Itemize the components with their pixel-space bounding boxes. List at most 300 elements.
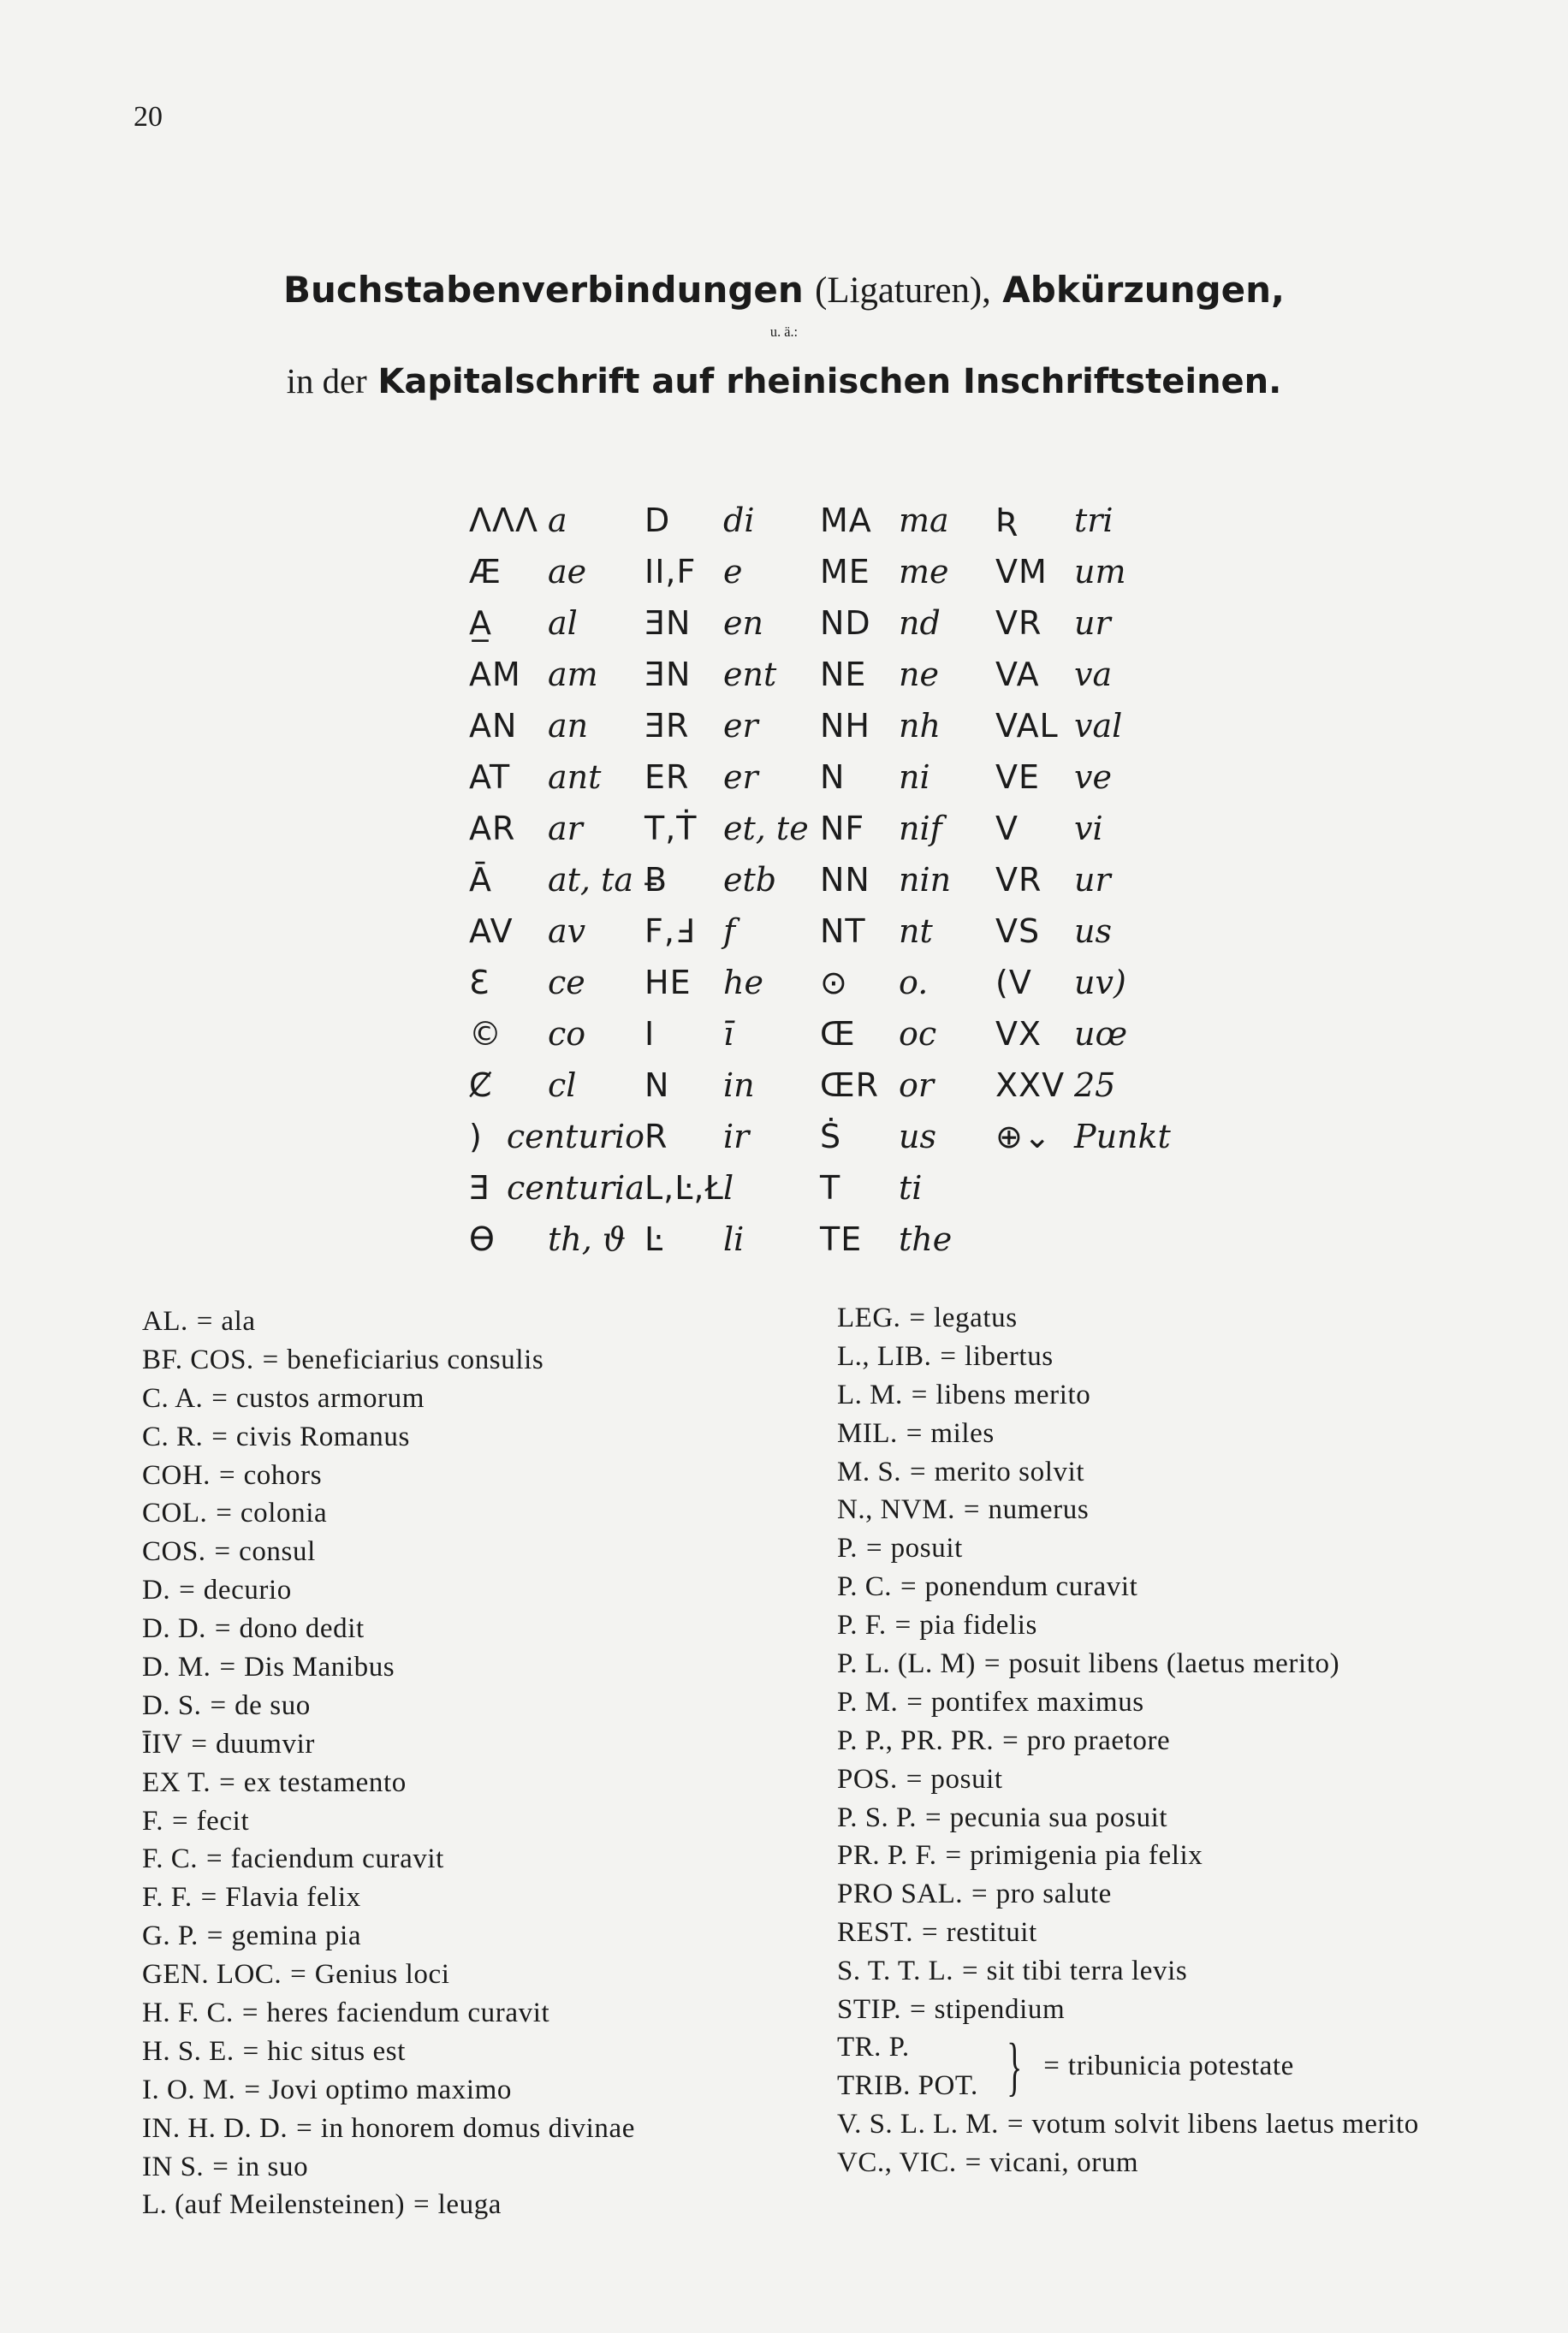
ligature-cell [820,1066,995,1104]
ligature-cell [469,810,644,847]
ligature-cell [995,1118,1171,1155]
abbreviation-term: LEG. [837,1303,901,1333]
ligature-glyph: TE [820,1220,863,1258]
abbreviation-meaning: cohors [243,1459,323,1491]
ligature-glyph: A̲ [469,604,492,642]
ligature-reading: co [548,1015,586,1053]
abbreviation-item [142,1341,827,1380]
title-regular-in-der: in der [286,362,367,401]
equals-sign: = [962,1956,978,1987]
abbreviation-item [837,1952,1556,1991]
abbreviation-meaning: Jovi optimo maximo [269,2074,513,2105]
abbreviation-meaning: ponendum curavit [924,1571,1138,1603]
ligature-glyph: Ā [469,861,492,899]
equals-sign: = [909,1303,926,1333]
ligature-glyph: ΛΛΛ [469,502,538,539]
ligature-reading: in [723,1066,755,1104]
ligature-reading: or [899,1066,935,1104]
equals-sign: = [219,1766,235,1798]
ligature-reading: oc [899,1015,937,1053]
ligature-reading: ur [1074,861,1111,899]
abbreviation-term: P. L. (L. M) [837,1648,976,1680]
ligature-glyph: II,Ϝ [644,553,697,591]
abbreviation-meaning: miles [930,1417,995,1449]
equals-sign: = [900,1571,917,1603]
ligature-cell [644,1118,820,1155]
ligature-glyph: ŒR [820,1066,880,1104]
abbreviation-meaning: beneficiarius consulis [287,1344,544,1375]
abbreviation-item [837,1529,1556,1568]
page-number: 20 [134,101,163,133]
ligature-glyph: Œ [820,1015,856,1053]
equals-sign: = [909,1456,926,1487]
ligature-reading: centuria [507,1169,644,1207]
abbreviation-term: H. S. E. [142,2035,235,2067]
equals-sign: = [210,1689,227,1721]
ligature-cell [469,707,644,745]
ligature-row [469,905,1171,957]
ligature-cell [820,964,995,1001]
abbreviation-meaning: duumvir [215,1728,315,1760]
ligature-cell [820,1118,995,1155]
abbreviation-term: L. M. [837,1379,903,1410]
abbreviation-item [142,1917,827,1956]
title-bold-ligatures: Buchstabenverbindungen [282,269,804,311]
ligature-glyph: ME [820,553,870,591]
ligature-cell [995,758,1171,796]
abbreviation-term: AL. [142,1306,188,1337]
ligature-reading: er [723,707,758,745]
ligature-cell [820,810,995,847]
ligature-glyph: AN [469,707,518,745]
abbreviation-meaning: pro salute [995,1879,1112,1910]
ligature-reading: et, te [723,810,809,847]
title-line-1 [0,269,1568,311]
abbreviation-item [142,1571,827,1610]
abbreviation-term: POS. [837,1763,898,1795]
abbreviation-term: F. [142,1805,163,1837]
abbreviation-meaning: leuga [437,2189,502,2221]
equals-sign: = [200,1882,217,1914]
ligature-reading: al [548,604,578,642]
abbreviation-term: H. F. C. [142,1998,234,2029]
ligature-glyph: VR [995,604,1042,642]
abbreviation-item [837,1645,1556,1683]
ligature-reading: va [1074,656,1113,693]
equals-sign: = [218,1459,235,1491]
ligature-glyph: ND [820,604,871,642]
abbreviation-term: G. P. [142,1920,199,1952]
ligature-cell [820,502,995,539]
abbreviation-term: I. O. M. [142,2074,236,2105]
ligature-reading: nin [899,861,952,899]
ligature-reading: tri [1074,502,1114,539]
abbreviation-meaning: decurio [203,1575,292,1606]
ligature-reading: a [548,502,567,539]
abbreviation-item [837,1491,1556,1529]
ligature-cell [820,707,995,745]
equals-sign: = [191,1728,207,1760]
ligature-reading: ī [723,1015,734,1053]
ligature-glyph: NF [820,810,865,847]
equals-sign: = [940,1340,956,1372]
abbreviation-term: ĪIV [142,1728,183,1760]
ligature-cell [820,553,995,591]
abbreviation-term: D. S. [142,1689,202,1721]
equals-sign: = [865,1533,882,1564]
abbreviation-term: L., LIB. [837,1340,932,1372]
ligature-row [469,700,1171,751]
ligature-glyph: VM [995,553,1048,591]
abbreviation-term: C. A. [142,1382,204,1414]
equals-sign: = [242,2035,259,2067]
ligature-cell [995,707,1171,745]
ligature-glyph: Ȼ [469,1066,493,1104]
abbreviation-meaning: pontifex maximus [930,1686,1144,1718]
equals-sign: = [945,1840,962,1872]
abbreviation-meaning: posuit [890,1533,963,1564]
equals-sign: = [1043,2051,1060,2082]
ligature-reading: us [899,1118,936,1155]
ligature-row [469,1214,1171,1265]
ligature-cell [644,1220,820,1258]
equals-sign: = [196,1306,213,1337]
abbreviation-item [837,1606,1556,1645]
ligature-glyph: AV [469,912,514,950]
ligature-glyph: N [820,758,846,796]
abbreviation-meaning: vicani, orum [989,2146,1139,2178]
abbreviation-meaning: hic situs est [267,2035,407,2067]
abbreviation-term: P. [837,1533,858,1564]
equals-sign: = [214,1536,231,1568]
abbreviation-meaning: dono dedit [239,1613,365,1645]
ligature-reading: ir [723,1118,750,1155]
abbreviation-meaning: libens merito [935,1379,1091,1410]
ligature-cell [644,1066,820,1104]
abbreviation-item [142,1802,827,1841]
ligature-reading: cl [548,1066,577,1104]
abbreviation-item [837,1453,1556,1492]
abbreviation-term: N., NVM. [837,1494,955,1526]
ligature-reading: l [723,1169,734,1207]
ligature-reading: er [723,758,758,796]
abbreviation-item [142,1840,827,1879]
abbreviation-item [837,1568,1556,1606]
abbreviation-term: P. M. [837,1686,899,1718]
equals-sign: = [894,1610,912,1641]
equals-sign: = [241,1998,258,2029]
ligature-glyph: VR [995,861,1042,899]
ligature-reading: uœ [1074,1015,1128,1053]
ligature-row [469,854,1171,905]
abbreviation-term: P. F. [837,1610,887,1641]
ligature-cell [644,861,820,899]
page-title [0,269,1568,402]
title-regular-ligaturen: (Ligaturen), [815,270,991,311]
abbreviation-meaning: numerus [988,1494,1090,1526]
abbreviation-term: D. [142,1575,171,1606]
abbreviation-meaning: primigenia pia felix [970,1840,1203,1872]
abbreviation-term: EX T. [142,1766,211,1798]
ligature-cell [644,1169,820,1207]
abbreviation-item [837,2105,1556,2144]
ligature-cell [644,553,820,591]
abbreviation-meaning: civis Romanus [235,1421,410,1452]
ligature-reading: ar [548,810,583,847]
abbreviation-term: P. S. P. [837,1802,917,1833]
abbreviation-meaning: consul [239,1536,316,1568]
abbreviation-meaning: pro praetore [1026,1725,1171,1756]
equals-sign: = [179,1575,195,1606]
ligature-cell [820,912,995,950]
ligature-cell [644,502,820,539]
abbreviation-term: S. T. T. L. [837,1956,953,1987]
abbreviation-item [142,1879,827,1917]
abbreviation-term: D. M. [142,1652,211,1683]
abbreviation-item [142,1610,827,1648]
ligature-row [469,1008,1171,1060]
ligature-cell [644,810,820,847]
ligature-glyph: Ʀ [995,502,1019,539]
ligature-reading: ne [899,656,939,693]
equals-sign: = [211,1382,228,1414]
ligature-reading: e [723,553,743,591]
abbreviation-item [142,1994,827,2033]
ligature-reading: ant [548,758,602,796]
ligature-glyph: AM [469,656,521,693]
abbreviation-item [142,1764,827,1802]
ligature-glyph: VS [995,912,1041,950]
ligature-cell [995,861,1171,899]
abbreviation-meaning: Flavia felix [225,1882,361,1914]
abbreviation-meaning: pia fidelis [919,1610,1037,1641]
abbreviation-item [837,1683,1556,1722]
equals-sign: = [963,1494,980,1526]
ligature-reading: ma [899,502,949,539]
ligature-cell [469,1220,644,1258]
abbreviation-term: COS. [142,1536,206,1568]
abbreviation-term: IN. H. D. D. [142,2112,288,2144]
abbreviations-after-brace [837,2105,1556,2182]
abbreviation-term: MIL. [837,1417,898,1449]
abbreviation-term: PR. P. F. [837,1840,937,1872]
ligature-cell [644,707,820,745]
abbreviation-meaning: ala [221,1306,256,1337]
ligature-cell [644,604,820,642]
abbreviations-left-column [142,1303,827,2224]
ligature-reading: nif [899,810,942,847]
ligature-cell [644,656,820,693]
abbreviation-item [837,1760,1556,1799]
ligature-cell [469,964,644,1001]
abbreviation-term: V. S. L. L. M. [837,2109,999,2140]
ligature-cell [820,1169,995,1207]
ligature-reading: am [548,656,598,693]
ligature-cell [995,964,1171,1001]
equals-sign: = [296,2112,312,2144]
ligature-reading: uv) [1074,964,1126,1001]
abbreviation-term: STIP. [837,1994,901,2026]
ligature-reading: nh [899,707,941,745]
abbreviation-item [837,1299,1556,1338]
ligature-glyph: T [820,1169,841,1207]
ligature-reading: etb [723,861,777,899]
abbreviation-item [142,1380,827,1418]
abbreviation-term: L. (auf Meilensteinen) [142,2189,405,2221]
ligature-glyph: ER [644,758,690,796]
abbreviation-item [837,1799,1556,1837]
abbreviation-item [142,2148,827,2187]
ligature-row [469,957,1171,1008]
ligature-reading: ce [548,964,585,1001]
ligature-reading: he [723,964,763,1001]
ligature-cell [644,758,820,796]
abbreviation-meaning: Dis Manibus [244,1652,395,1683]
abbreviation-term: VC., VIC. [837,2146,957,2178]
ligature-glyph: AR [469,810,516,847]
ligature-reading: Punkt [1074,1118,1171,1155]
equals-sign: = [205,1843,223,1875]
equals-sign: = [983,1648,1001,1680]
abbreviation-item [837,1415,1556,1453]
equals-sign: = [219,1652,236,1683]
ligature-glyph: ) [469,1118,483,1155]
ligature-reading: o. [899,964,929,1001]
abbreviation-meaning: gemina pia [231,1920,362,1952]
ligature-reading: at, ta [548,861,634,899]
ligature-cell [995,502,1171,539]
title-bold-kapitalschrift: Kapitalschrift auf rheinischen Inschriftsteinen. [377,362,1282,402]
abbreviation-item [142,2186,827,2224]
abbreviation-meaning: faciendum curavit [230,1843,444,1875]
abbreviation-meaning: pecunia sua posuit [949,1802,1168,1833]
abbreviation-item [142,2033,827,2071]
abbreviation-item [142,1648,827,1687]
ligature-row [469,597,1171,649]
equals-sign: = [906,1686,923,1718]
ligature-reading: centurio [506,1118,644,1155]
abbreviation-term: IN S. [142,2151,205,2182]
ligature-glyph: D [644,502,671,539]
abbreviation-item [837,1376,1556,1415]
abbreviation-meaning: Genius loci [314,1959,450,1991]
ligature-glyph: © [469,1015,502,1053]
ligature-cell [469,553,644,591]
abbreviation-item [142,1303,827,1341]
ligature-cell [995,604,1171,642]
ligature-glyph: VX [995,1015,1042,1053]
abbreviation-meaning: merito solvit [934,1456,1085,1487]
ligature-reading: av [548,912,586,950]
abbreviation-term: REST. [837,1917,913,1949]
ligature-reading: ur [1074,604,1111,642]
abbreviation-item [837,1722,1556,1760]
abbreviation-meaning: in suo [236,2151,309,2182]
ligature-cell [995,1015,1171,1053]
ligature-reading: ti [899,1169,923,1207]
equals-sign: = [909,1994,926,2026]
curly-brace-icon: } [1006,2030,1023,2103]
ligature-row [469,546,1171,597]
ligature-glyph: NN [820,861,870,899]
abbreviation-item [837,1837,1556,1875]
abbreviation-meaning: legatus [934,1303,1018,1333]
abbreviation-term: P. C. [837,1571,892,1603]
ligature-cell [644,1015,820,1053]
equals-sign: = [216,1498,232,1529]
equals-sign: = [214,1613,231,1645]
ligature-cell [995,656,1171,693]
ligature-cell [820,861,995,899]
abbreviation-meaning: votum solvit libens laetus merito [1031,2109,1419,2140]
ligature-table [469,495,1171,1265]
ligature-cell [644,964,820,1001]
ligature-glyph: NT [820,912,866,950]
abbreviation-meaning: heres faciendum curavit [266,1998,550,2029]
ligature-glyph: F,Ⅎ [644,912,695,950]
ligature-glyph: VE [995,758,1041,796]
ligature-row [469,751,1171,803]
equals-sign: = [171,1805,188,1837]
ligature-glyph: VA [995,656,1040,693]
equals-sign: = [906,1763,923,1795]
ligature-row [469,1111,1171,1162]
ligature-cell [469,1066,644,1104]
ligature-glyph: XXV [995,1066,1066,1104]
equals-sign: = [244,2074,261,2105]
ligature-glyph: ⊕⌄ [995,1118,1052,1155]
equals-sign: = [413,2189,430,2221]
ligature-reading: li [723,1220,745,1258]
ligature-glyph: Ƀ [644,861,668,899]
title-line-3 [0,362,1568,402]
abbreviation-meaning: custos armorum [235,1382,425,1414]
abbreviation-term: P. P., PR. PR. [837,1725,995,1756]
abbreviation-meaning: ex testamento [243,1766,407,1798]
equals-sign: = [262,1344,279,1375]
ligature-reading: me [899,553,949,591]
ligature-glyph: I [644,1015,656,1053]
abbreviation-item [142,1457,827,1495]
ligature-row [469,803,1171,854]
equals-sign: = [921,1917,938,1949]
abbreviation-item [837,1991,1556,2029]
brace-meaning: tribunicia potestate [1067,2051,1294,2082]
title-line-2: u. ä.: [769,323,799,340]
ligature-glyph: Ŀ [644,1220,664,1258]
abbreviation-term: COH. [142,1459,211,1491]
abbreviation-meaning: stipendium [934,1994,1066,2026]
ligature-glyph: V [995,810,1019,847]
abbreviation-meaning: sit tibi terra levis [986,1956,1188,1987]
ligature-cell [469,1118,644,1155]
ligature-cell [469,758,644,796]
title-bold-abkuerzungen: Abkürzungen, [1002,269,1286,311]
ligature-cell [469,861,644,899]
ligature-cell [820,758,995,796]
ligature-glyph: Ɵ [469,1220,496,1258]
ligature-cell [820,604,995,642]
ligature-cell [820,1015,995,1053]
equals-sign: = [212,2151,229,2182]
abbreviations-right-column [837,1299,1556,2029]
ligature-cell [820,656,995,693]
ligature-reading: the [899,1220,953,1258]
abbreviation-term: M. S. [837,1456,901,1487]
equals-sign: = [211,1421,228,1452]
ligature-reading: us [1074,912,1112,950]
abbreviation-item [837,2144,1556,2182]
